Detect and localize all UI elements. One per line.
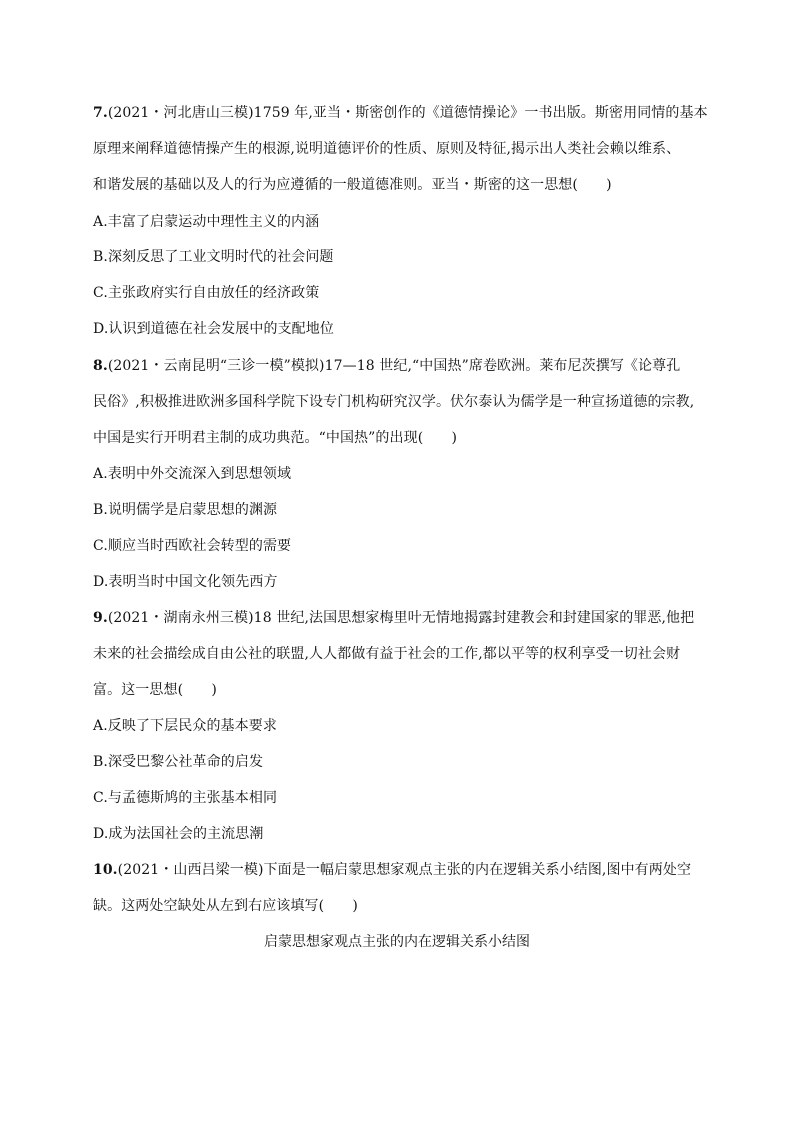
q8-option-b: B.说明儒学是启蒙思想的渊源 — [93, 502, 278, 518]
q7-option-d: D.认识到道德在社会发展中的支配地位 — [93, 321, 334, 337]
q10-stem-line-1 — [93, 860, 691, 880]
q8-option-c: C.顺应当时西欧社会转型的需要 — [93, 538, 292, 554]
q8-stem-line-2: 民俗》,积极推进欧洲多国科学院下设专门机构研究汉学。伏尔泰认为儒学是一种宣扬道德的宗教, — [93, 394, 695, 410]
q10-stem-line-2: 缺。这两处空缺处从左到右应该填写( ) — [93, 898, 358, 914]
q8-stem-line-1 — [93, 356, 680, 376]
q9-stem-text-1: (2021・湖南永州三模)18 世纪,法国思想家梅里叶无情地揭露封建教会和封建国家的罪恶,他把 — [107, 610, 695, 626]
q8-option-d: D.表明当时中国文化领先西方 — [93, 574, 278, 590]
q7-option-c: C.主张政府实行自由放任的经济政策 — [93, 285, 320, 301]
figure-caption: 启蒙思想家观点主张的内在逻辑关系小结图 — [264, 934, 530, 950]
q9-number: 9. — [93, 610, 108, 626]
q7-number: 7. — [93, 105, 108, 121]
q10-stem-text-1: (2021・山西吕梁一模)下面是一幅启蒙思想家观点主张的内在逻辑关系小结图,图中有两处空 — [117, 862, 692, 878]
q9-stem-line-2: 未来的社会描绘成自由公社的联盟,人人都做有益于社会的工作,都以平等的权利享受一切社会财 — [93, 646, 681, 662]
q9-option-c: C.与孟德斯鸠的主张基本相同 — [93, 790, 278, 806]
q9-option-d: D.成为法国社会的主流思潮 — [93, 826, 264, 842]
q8-stem-line-3: 中国是实行开明君主制的成功典范。“中国热”的出现( ) — [93, 430, 458, 446]
q8-number: 8. — [93, 358, 108, 374]
q9-option-b: B.深受巴黎公社革命的启发 — [93, 754, 264, 770]
q7-stem-line-2: 原理来阐释道德情操产生的根源,说明道德评价的性质、原则及特征,揭示出人类社会赖以维系、 — [93, 141, 681, 157]
q7-stem-line-3: 和谐发展的基础以及人的行为应遵循的一般道德准则。亚当・斯密的这一思想( ) — [93, 177, 612, 193]
q9-stem-line-1 — [93, 608, 694, 628]
q7-stem-line-1 — [93, 103, 708, 123]
q7-stem-text-1: (2021・河北唐山三模)1759 年,亚当・斯密创作的《道德情操论》一书出版。斯密用同情的基本 — [107, 105, 708, 121]
q7-option-b: B.深刻反思了工业文明时代的社会问题 — [93, 249, 334, 265]
q10-number: 10. — [93, 862, 118, 878]
q9-option-a: A.反映了下层民众的基本要求 — [93, 718, 277, 734]
q9-stem-line-3: 富。这一思想( ) — [93, 682, 217, 698]
q8-option-a: A.表明中外交流深入到思想领域 — [93, 466, 292, 482]
q8-stem-text-1: (2021・云南昆明“三诊一模”模拟)17—18 世纪,“中国热”席卷欧洲。莱布尼茨撰写《论尊孔 — [107, 358, 681, 374]
q7-option-a: A.丰富了启蒙运动中理性主义的内涵 — [93, 214, 320, 230]
